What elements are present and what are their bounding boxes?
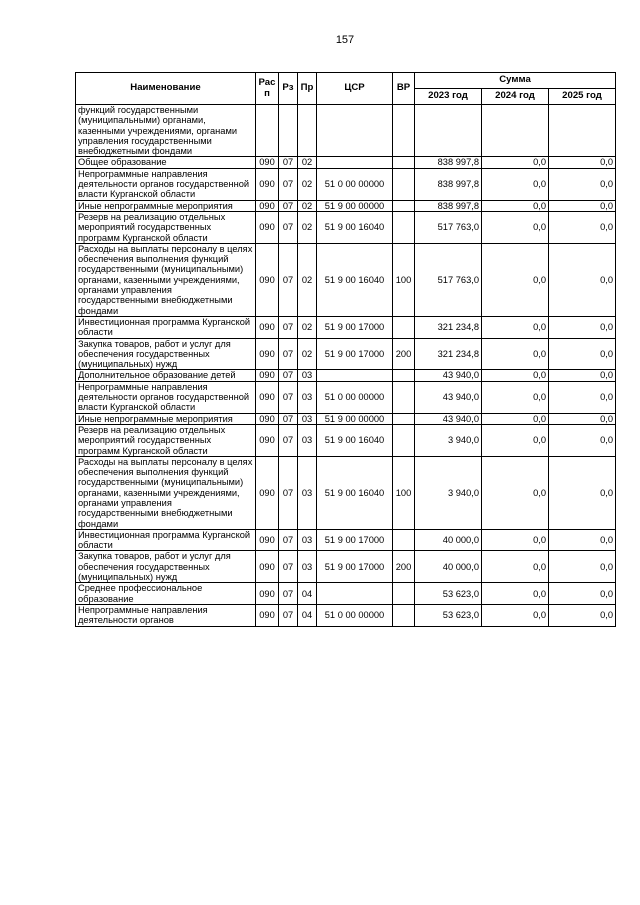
cell-rasp: 090 bbox=[256, 583, 279, 605]
cell-y2024: 0,0 bbox=[482, 243, 549, 316]
cell-csr bbox=[317, 583, 393, 605]
cell-y2025: 0,0 bbox=[549, 413, 616, 424]
cell-vr bbox=[393, 370, 415, 381]
cell-pr: 02 bbox=[298, 338, 317, 370]
cell-csr: 51 9 00 17000 bbox=[317, 316, 393, 338]
cell-name: Инвестиционная программа Курганской области bbox=[76, 529, 256, 551]
cell-name: Среднее профессиональное образование bbox=[76, 583, 256, 605]
cell-y2023: 40 000,0 bbox=[415, 551, 482, 583]
table-row bbox=[76, 168, 616, 200]
table-row bbox=[76, 456, 616, 529]
cell-rz: 07 bbox=[279, 381, 298, 413]
header-2023: 2023 год bbox=[415, 89, 482, 105]
cell-y2023: 517 763,0 bbox=[415, 211, 482, 243]
cell-y2025: 0,0 bbox=[549, 211, 616, 243]
table-row bbox=[76, 211, 616, 243]
cell-name: Расходы на выплаты персоналу в целях обеспечения выполнения функций государственными (муниципальными) органами, казенными учреждениями, органами управления государственными внебюджетными фондами bbox=[76, 456, 256, 529]
cell-rasp: 090 bbox=[256, 200, 279, 211]
cell-pr: 03 bbox=[298, 413, 317, 424]
cell-name: Закупка товаров, работ и услуг для обеспечения государственных (муниципальных) нужд bbox=[76, 551, 256, 583]
cell-pr: 03 bbox=[298, 381, 317, 413]
cell-name: Иные непрограммные мероприятия bbox=[76, 413, 256, 424]
cell-rasp: 090 bbox=[256, 424, 279, 456]
cell-y2025: 0,0 bbox=[549, 316, 616, 338]
cell-vr bbox=[393, 168, 415, 200]
page-number: 157 bbox=[335, 34, 355, 46]
cell-rz: 07 bbox=[279, 456, 298, 529]
cell-pr: 03 bbox=[298, 529, 317, 551]
cell-vr bbox=[393, 105, 415, 157]
cell-y2023: 838 997,8 bbox=[415, 157, 482, 168]
cell-csr: 51 9 00 16040 bbox=[317, 424, 393, 456]
cell-rasp: 090 bbox=[256, 157, 279, 168]
cell-rasp: 090 bbox=[256, 370, 279, 381]
cell-rz: 07 bbox=[279, 243, 298, 316]
cell-csr: 51 9 00 16040 bbox=[317, 456, 393, 529]
cell-y2023: 321 234,8 bbox=[415, 316, 482, 338]
cell-rz: 07 bbox=[279, 211, 298, 243]
cell-vr bbox=[393, 381, 415, 413]
cell-rasp: 090 bbox=[256, 529, 279, 551]
cell-vr bbox=[393, 604, 415, 626]
cell-pr: 03 bbox=[298, 370, 317, 381]
table-row bbox=[76, 529, 616, 551]
cell-rasp: 090 bbox=[256, 456, 279, 529]
cell-y2024: 0,0 bbox=[482, 338, 549, 370]
cell-rz: 07 bbox=[279, 583, 298, 605]
cell-rz: 07 bbox=[279, 338, 298, 370]
cell-rz: 07 bbox=[279, 529, 298, 551]
cell-y2024: 0,0 bbox=[482, 551, 549, 583]
cell-y2024: 0,0 bbox=[482, 211, 549, 243]
cell-csr: 51 0 00 00000 bbox=[317, 381, 393, 413]
cell-name: Непрограммные направления деятельности органов государственной власти Курганской области bbox=[76, 168, 256, 200]
cell-y2024: 0,0 bbox=[482, 529, 549, 551]
cell-csr: 51 9 00 16040 bbox=[317, 243, 393, 316]
cell-vr bbox=[393, 583, 415, 605]
cell-vr bbox=[393, 200, 415, 211]
table-row bbox=[76, 157, 616, 168]
cell-csr: 51 0 00 00000 bbox=[317, 604, 393, 626]
cell-csr bbox=[317, 370, 393, 381]
cell-y2024: 0,0 bbox=[482, 168, 549, 200]
cell-csr bbox=[317, 105, 393, 157]
table-row bbox=[76, 381, 616, 413]
cell-y2024: 0,0 bbox=[482, 424, 549, 456]
cell-rz: 07 bbox=[279, 316, 298, 338]
cell-y2023 bbox=[415, 105, 482, 157]
cell-name: Дополнительное образование детей bbox=[76, 370, 256, 381]
cell-csr: 51 9 00 00000 bbox=[317, 413, 393, 424]
table-row bbox=[76, 424, 616, 456]
cell-y2023: 53 623,0 bbox=[415, 583, 482, 605]
cell-y2025: 0,0 bbox=[549, 424, 616, 456]
cell-name: Иные непрограммные мероприятия bbox=[76, 200, 256, 211]
cell-rasp: 090 bbox=[256, 413, 279, 424]
cell-pr: 03 bbox=[298, 551, 317, 583]
table-row bbox=[76, 243, 616, 316]
cell-rasp: 090 bbox=[256, 381, 279, 413]
cell-rasp: 090 bbox=[256, 316, 279, 338]
cell-y2025: 0,0 bbox=[549, 157, 616, 168]
cell-rasp: 090 bbox=[256, 604, 279, 626]
cell-rasp: 090 bbox=[256, 551, 279, 583]
cell-y2023: 40 000,0 bbox=[415, 529, 482, 551]
cell-rz: 07 bbox=[279, 168, 298, 200]
cell-rasp: 090 bbox=[256, 338, 279, 370]
cell-name: Резерв на реализацию отдельных мероприятий государственных программ Курганской области bbox=[76, 211, 256, 243]
cell-y2023: 3 940,0 bbox=[415, 424, 482, 456]
cell-rz: 07 bbox=[279, 370, 298, 381]
cell-rz: 07 bbox=[279, 413, 298, 424]
cell-y2023: 321 234,8 bbox=[415, 338, 482, 370]
cell-y2023: 838 997,8 bbox=[415, 200, 482, 211]
cell-name: Общее образование bbox=[76, 157, 256, 168]
cell-rasp: 090 bbox=[256, 243, 279, 316]
cell-name: Непрограммные направления деятельности органов государственной власти Курганской области bbox=[76, 381, 256, 413]
table-row bbox=[76, 583, 616, 605]
cell-csr: 51 9 00 17000 bbox=[317, 338, 393, 370]
cell-rasp bbox=[256, 105, 279, 157]
cell-vr bbox=[393, 211, 415, 243]
cell-csr: 51 9 00 16040 bbox=[317, 211, 393, 243]
cell-rasp: 090 bbox=[256, 168, 279, 200]
cell-vr: 100 bbox=[393, 243, 415, 316]
cell-y2025: 0,0 bbox=[549, 551, 616, 583]
cell-y2024: 0,0 bbox=[482, 604, 549, 626]
cell-vr bbox=[393, 424, 415, 456]
cell-y2023: 43 940,0 bbox=[415, 381, 482, 413]
cell-y2024: 0,0 bbox=[482, 413, 549, 424]
cell-name: Закупка товаров, работ и услуг для обеспечения государственных (муниципальных) нужд bbox=[76, 338, 256, 370]
cell-y2023: 43 940,0 bbox=[415, 370, 482, 381]
table-row bbox=[76, 551, 616, 583]
cell-rz: 07 bbox=[279, 604, 298, 626]
header-name: Наименование bbox=[76, 73, 256, 105]
cell-rz: 07 bbox=[279, 157, 298, 168]
cell-csr: 51 9 00 17000 bbox=[317, 529, 393, 551]
cell-pr: 02 bbox=[298, 243, 317, 316]
cell-csr bbox=[317, 157, 393, 168]
cell-y2023: 53 623,0 bbox=[415, 604, 482, 626]
header-2025: 2025 год bbox=[549, 89, 616, 105]
header-2024: 2024 год bbox=[482, 89, 549, 105]
cell-rasp: 090 bbox=[256, 211, 279, 243]
cell-pr: 04 bbox=[298, 604, 317, 626]
cell-y2025: 0,0 bbox=[549, 583, 616, 605]
cell-vr: 100 bbox=[393, 456, 415, 529]
cell-vr bbox=[393, 413, 415, 424]
cell-y2025: 0,0 bbox=[549, 604, 616, 626]
cell-pr bbox=[298, 105, 317, 157]
cell-pr: 02 bbox=[298, 168, 317, 200]
cell-y2025: 0,0 bbox=[549, 456, 616, 529]
table-row bbox=[76, 105, 616, 157]
table-row bbox=[76, 316, 616, 338]
cell-y2025 bbox=[549, 105, 616, 157]
cell-rz: 07 bbox=[279, 551, 298, 583]
cell-y2025: 0,0 bbox=[549, 200, 616, 211]
cell-y2025: 0,0 bbox=[549, 370, 616, 381]
cell-vr: 200 bbox=[393, 551, 415, 583]
table-row bbox=[76, 200, 616, 211]
cell-rz: 07 bbox=[279, 200, 298, 211]
cell-vr bbox=[393, 316, 415, 338]
table-row bbox=[76, 413, 616, 424]
cell-y2024 bbox=[482, 105, 549, 157]
cell-y2023: 3 940,0 bbox=[415, 456, 482, 529]
header-sum: Сумма bbox=[415, 73, 616, 89]
cell-y2024: 0,0 bbox=[482, 316, 549, 338]
cell-pr: 02 bbox=[298, 200, 317, 211]
table-body bbox=[76, 105, 616, 627]
cell-vr bbox=[393, 529, 415, 551]
header-rz: Рз bbox=[279, 73, 298, 105]
cell-name: Инвестиционная программа Курганской области bbox=[76, 316, 256, 338]
cell-y2024: 0,0 bbox=[482, 157, 549, 168]
cell-pr: 03 bbox=[298, 424, 317, 456]
cell-name: функций государственными (муниципальными) органами, казенными учреждениями, органами управления государственными внебюджетными фондами bbox=[76, 105, 256, 157]
table-row bbox=[76, 604, 616, 626]
cell-name: Резерв на реализацию отдельных мероприятий государственных программ Курганской области bbox=[76, 424, 256, 456]
table-header bbox=[76, 73, 616, 105]
table-row bbox=[76, 370, 616, 381]
cell-y2025: 0,0 bbox=[549, 168, 616, 200]
cell-pr: 02 bbox=[298, 157, 317, 168]
cell-rz: 07 bbox=[279, 424, 298, 456]
cell-pr: 02 bbox=[298, 211, 317, 243]
header-vr: ВР bbox=[393, 73, 415, 105]
cell-y2024: 0,0 bbox=[482, 583, 549, 605]
cell-csr: 51 0 00 00000 bbox=[317, 168, 393, 200]
cell-pr: 04 bbox=[298, 583, 317, 605]
cell-y2023: 838 997,8 bbox=[415, 168, 482, 200]
header-pr: Пр bbox=[298, 73, 317, 105]
cell-name: Расходы на выплаты персоналу в целях обеспечения выполнения функций государственными (муниципальными) органами, казенными учреждениями, органами управления государственными внебюджетными фондами bbox=[76, 243, 256, 316]
cell-name: Непрограммные направления деятельности органов bbox=[76, 604, 256, 626]
cell-csr: 51 9 00 17000 bbox=[317, 551, 393, 583]
cell-y2024: 0,0 bbox=[482, 456, 549, 529]
cell-y2024: 0,0 bbox=[482, 200, 549, 211]
cell-pr: 02 bbox=[298, 316, 317, 338]
budget-table bbox=[75, 72, 616, 627]
cell-y2025: 0,0 bbox=[549, 381, 616, 413]
cell-y2025: 0,0 bbox=[549, 243, 616, 316]
cell-csr: 51 9 00 00000 bbox=[317, 200, 393, 211]
table-row bbox=[76, 338, 616, 370]
cell-y2025: 0,0 bbox=[549, 529, 616, 551]
header-csr: ЦСР bbox=[317, 73, 393, 105]
cell-y2025: 0,0 bbox=[549, 338, 616, 370]
cell-rz bbox=[279, 105, 298, 157]
header-rasp: Рас п bbox=[256, 73, 279, 105]
cell-pr: 03 bbox=[298, 456, 317, 529]
cell-y2024: 0,0 bbox=[482, 381, 549, 413]
cell-y2023: 43 940,0 bbox=[415, 413, 482, 424]
cell-vr: 200 bbox=[393, 338, 415, 370]
cell-y2024: 0,0 bbox=[482, 370, 549, 381]
cell-y2023: 517 763,0 bbox=[415, 243, 482, 316]
cell-vr bbox=[393, 157, 415, 168]
